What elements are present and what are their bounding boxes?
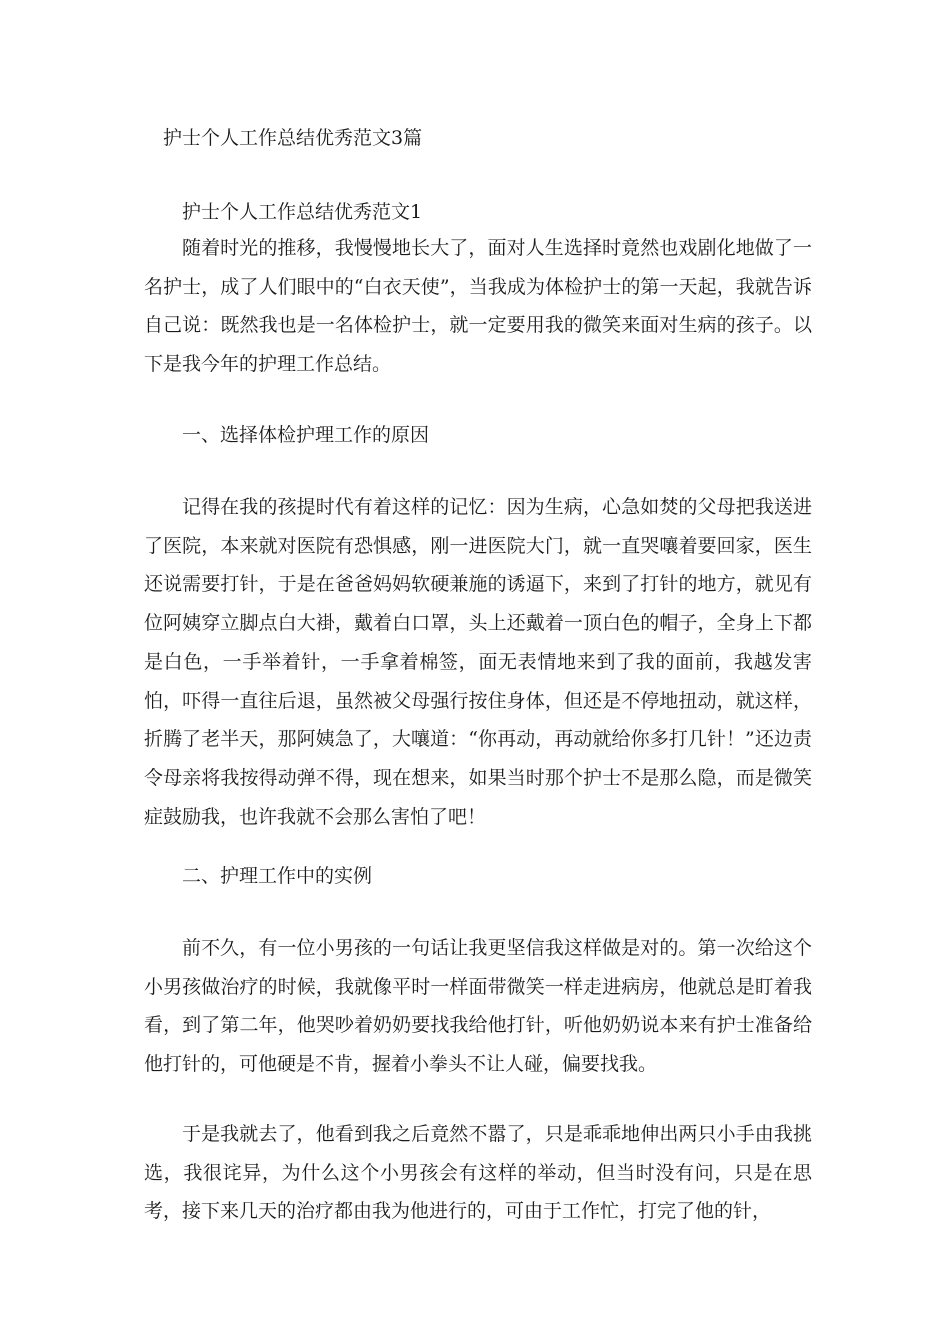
intro-paragraph: 随着时光的推移，我慢慢地长大了，面对人生选择时竟然也戏剧化地做了一名护士，成了人们眼中的“白衣天使”，当我成为体检护士的第一天起，我就告诉自己说：既然我也是一名体检护士，就一定要用我的微笑来面对生病的孩子。以下是我今年的护理工作总结。 — [144, 237, 812, 376]
section2-paragraph-2: 于是我就去了，他看到我之后竟然不嚣了，只是乖乖地伸出两只小手由我挑选，我很诧异，为什么这个小男孩会有这样的举动，但当时没有问，只是在思考，接下来几天的治疗都由我为他进行的，可由于工作忙，打完了他的针， — [144, 1123, 812, 1223]
section-heading-2: 二、护理工作中的实例 — [182, 865, 373, 887]
essay-subtitle: 护士个人工作总结优秀范文1 — [182, 201, 423, 223]
section2-paragraph-1: 前不久，有一位小男孩的一句话让我更坚信我这样做是对的。第一次给这个小男孩做治疗的时候，我就像平时一样面带微笑一样走进病房，他就总是盯着我看，到了第二年，他哭吵着奶奶要找我给他打针，听他奶奶说本来有护士准备给他打针的，可他硬是不肯，握着小拳头不让人碰，偏要找我。 — [144, 937, 812, 1076]
section1-paragraph: 记得在我的孩提时代有着这样的记忆：因为生病，心急如焚的父母把我送进了医院，本来就对医院有恐惧感，刚一进医院大门，就一直哭嚷着要回家，医生还说需要打针，于是在爸爸妈妈软硬兼施的诱逼下，来到了打针的地方，就见有位阿姨穿立脚点白大褂，戴着白口罩，头上还戴着一顶白色的帽子，全身上下都是白色，一手举着针，一手拿着棉签，面无表情地来到了我的面前，我越发害怕，吓得一直往后退，虽然被父母强行按住身体，但还是不停地扭动，就这样，折腾了老半天，那阿姨急了，大嚷道：“你再动，再动就给你多打几针！”还边责令母亲将我按得动弹不得，现在想来，如果当时那个护士不是那么隐，而是微笑症鼓励我，也许我就不会那么害怕了吧！ — [144, 496, 812, 828]
section-heading-1: 一、选择体检护理工作的原因 — [182, 424, 430, 446]
document-title: 护士个人工作总结优秀范文3篇 — [163, 127, 423, 149]
